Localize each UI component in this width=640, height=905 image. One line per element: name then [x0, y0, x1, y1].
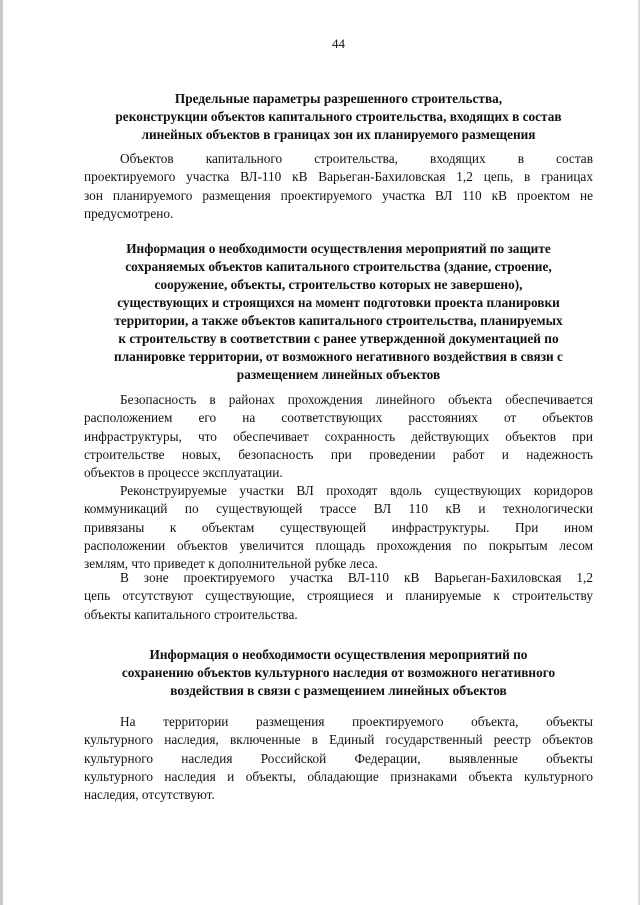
text-line: культурного наследия и объекты, обладающие признаками объекта культурного	[84, 768, 593, 784]
text-line: расположении объектов увеличится площадь прохождения по покрытым лесом	[84, 537, 593, 553]
text-line: инфраструктуры, что обеспечивает сохранность действующих объектов при	[84, 428, 593, 444]
heading-line: реконструкции объектов капитального строительства, входящих в состав	[115, 109, 562, 124]
text-line: объекты капитального строительства.	[84, 606, 298, 622]
text-line: землям, что приведет к дополнительной рубке леса.	[84, 556, 378, 572]
scan-edge-left	[0, 0, 3, 905]
text-line: строительстве новых, безопасность при проведении работ и надежность	[84, 446, 593, 462]
section-2-paragraph-2	[84, 482, 593, 573]
heading-line: размещением линейных объектов	[236, 367, 441, 382]
heading-line: Предельные параметры разрешенного строительства,	[174, 91, 503, 106]
text-line: коммуникаций по существующей трассе ВЛ 110 кВ и технологически	[84, 501, 593, 517]
text-line: предусмотрено.	[84, 205, 174, 221]
heading-line: сооружение, объекты, строительство которых не завершено),	[154, 277, 523, 292]
section-2-paragraph-1	[84, 391, 593, 482]
text-line: цепь отсутствуют существующие, строящиеся и планируемые к строительству	[84, 588, 593, 604]
text-line: Безопасность в районах прохождения линейного объекта обеспечивается	[120, 392, 593, 407]
section-1-heading	[84, 90, 593, 144]
heading-line: воздействия в связи с размещением линейных объектов	[170, 683, 507, 698]
section-3-paragraph	[84, 713, 593, 804]
heading-line: существующих и строящихся на момент подготовки проекта планировки	[117, 295, 560, 310]
text-line: В зоне проектируемого участка ВЛ-110 кВ Варьеган-Бахиловская 1,2	[120, 570, 593, 585]
section-3-heading	[84, 646, 593, 700]
section-2-heading	[84, 240, 593, 384]
page-number: 44	[332, 36, 345, 51]
heading-line: Информация о необходимости осуществления мероприятий по	[149, 647, 528, 662]
heading-line: Информация о необходимости осуществления мероприятий по защите	[126, 241, 551, 256]
heading-line: сохраняемых объектов капитального строительства (здание, строение,	[125, 259, 552, 274]
text-line: Реконструируемые участки ВЛ проходят вдоль существующих коридоров	[120, 483, 593, 498]
heading-line: территории, а также объектов капитального строительства, планируемых	[114, 313, 563, 328]
section-2-paragraph-3	[84, 569, 593, 624]
text-line: зон планируемого размещения проектируемого участка ВЛ 110 кВ проектом не	[84, 187, 593, 203]
heading-line: сохранению объектов культурного наследия от возможного негативного	[121, 665, 556, 680]
text-line: проектируемого участка ВЛ-110 кВ Варьеган-Бахиловская 1,2 цепь, в границах	[84, 169, 593, 185]
text-line: объектов в процессе эксплуатации.	[84, 465, 283, 481]
text-line: На территории размещения проектируемого объекта, объекты	[120, 714, 593, 729]
heading-line: к строительству в соответствии с ранее утвержденной документацией по	[118, 331, 559, 346]
text-line: расположением его на соответствующих расстояниях от объектов	[84, 410, 593, 426]
heading-line: планировке территории, от возможного негативного воздействия в связи с	[114, 349, 563, 364]
text-line: культурного наследия Российской Федерации, выявленные объекты	[84, 750, 593, 766]
text-line: наследия, отсутствуют.	[84, 787, 215, 803]
heading-line: линейных объектов в границах зон их планируемого размещения	[141, 127, 536, 142]
text-line: культурного наследия, включенные в Единый государственный реестр объектов	[84, 732, 593, 748]
text-line: Объектов капитального строительства, входящих в состав	[120, 151, 593, 166]
text-line: привязаны к объектам существующей инфраструктуры. При ином	[84, 519, 593, 535]
section-1-paragraph	[84, 150, 593, 223]
